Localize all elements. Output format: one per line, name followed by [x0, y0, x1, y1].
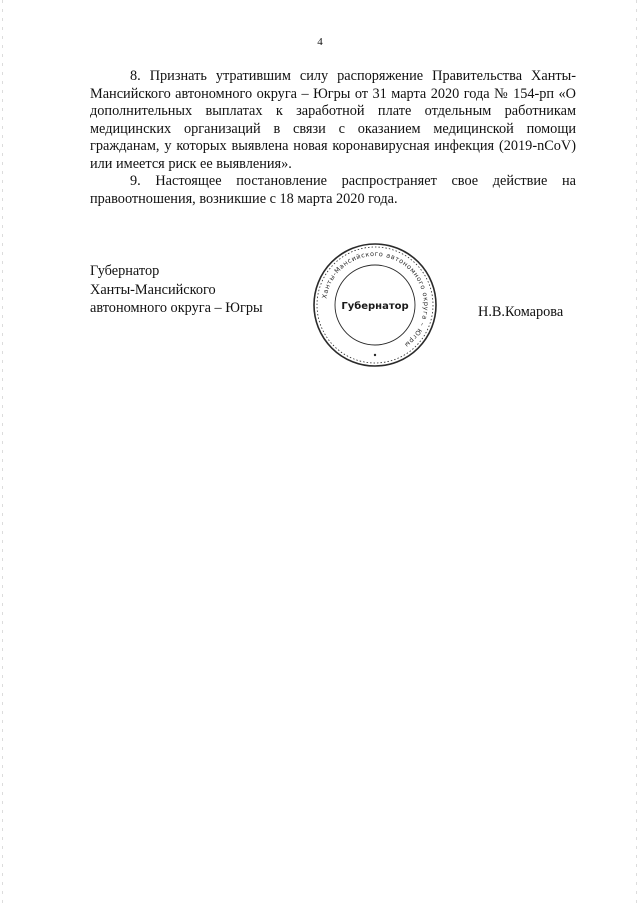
signatory-position-line: автономного округа – Югры [90, 300, 263, 316]
signatory-position [90, 262, 263, 318]
paragraph-8: 8. Признать утратившим силу распоряжение Правительства Ханты-Мансийского автономного округа – Югры от 31 марта 2020 года № 154-рп «О дополнительных выплатах к заработной плате отдельным работникам медицинских организаций в связи с оказанием медицинской помощи гражданам, у которых выявлена новая коронавирусная инфекция (2019-nCoV) или имеется риск ее выявления». [90, 68, 576, 172]
signatory-position-line: Ханты-Мансийского [90, 281, 216, 298]
seal-ring-text: Ханты-Мансийского автономного округа – Югры [320, 249, 431, 350]
signatory-position-line: Губернатор [90, 263, 160, 279]
official-seal-stamp [311, 241, 439, 369]
paragraph-9: 9. Настоящее постановление распространяет свое действие на правоотношения, возникшие с 18 марта 2020 года. [90, 173, 576, 207]
seal-dot-icon [374, 354, 376, 356]
document-body [90, 68, 576, 208]
left-scan-edge [2, 0, 3, 905]
page-number: 4 [317, 36, 323, 48]
signatory-name: Н.В.Комарова [478, 304, 564, 320]
seal-center-text: Губернатор [341, 301, 409, 312]
right-scan-edge [636, 0, 637, 905]
